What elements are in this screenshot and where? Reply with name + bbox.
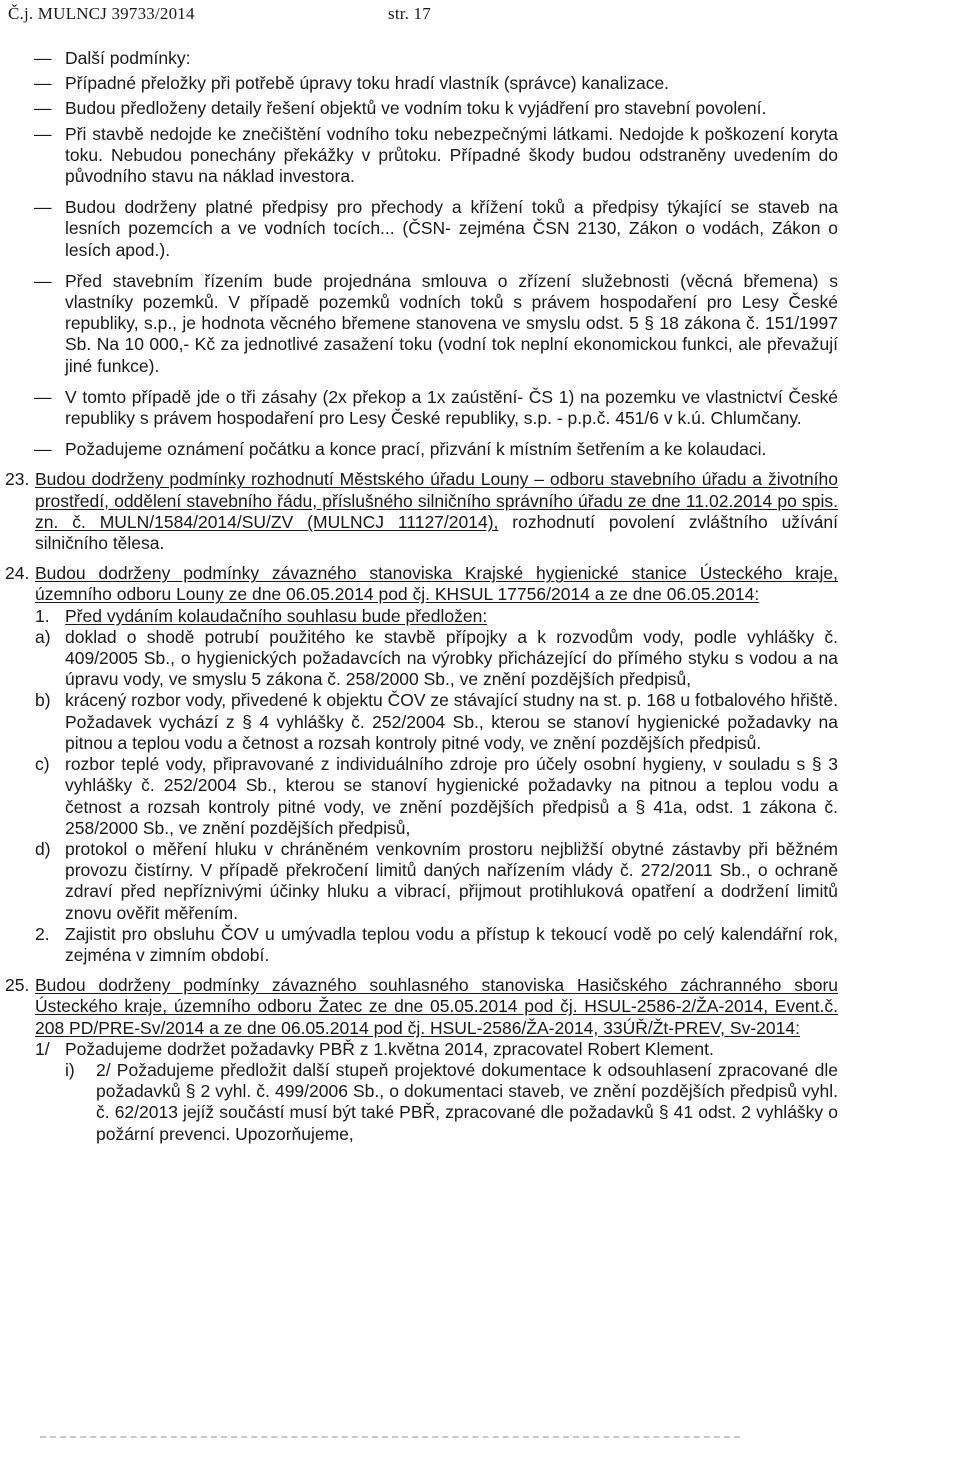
sub-item-label: d) (35, 838, 51, 859)
bullet-text: V tomto případě jde o tři zásahy (2x překop a 1x zaústění- ČS 1) na pozemku ve vlastnictví České republiky s právem hospodaření pro Lesy České republiky, s.p. - p.p.č. 451/6 v k.ú. Chlumčany. (65, 386, 838, 429)
sub-item-number: 1. (35, 605, 50, 626)
page-number: str. 17 (388, 4, 431, 23)
sub-item-label: 1/ (35, 1038, 50, 1059)
sub-item-d (0, 839, 960, 924)
sub-item-b (0, 690, 960, 754)
bullet-text: Požadujeme oznámení počátku a konce prací, přizvání k místním šetřením a ke kolaudaci. (65, 439, 767, 460)
sub-item-text: rozbor teplé vody, připravované z individuálního zdroje pro účely osobní hygieny, v souladu s § 3 vyhlášky č. 252/2004 Sb., kterou se stanoví hygienické požadavky na pitnou a teplou vodu a četnost a rozsah kontroly pitné vody, ve znění pozdějších předpisů a § 41a, odst. 1 zákona č. 258/2000 Sb., ve znění pozdějších předpisů, (65, 754, 838, 838)
document-body (0, 48, 960, 1145)
dash-marker: — (34, 123, 52, 144)
sub-item-1 (0, 1039, 960, 1060)
sub-item-a (0, 627, 960, 691)
bullet-text: Při stavbě nedojde ke znečištění vodního toku nebezpečnými látkami. Nedojde k poškození koryta toku. Nebudou ponechány překážky v průtoku. Případné škody budou odstraněny uvedením do původního stavu na náklad investora. (65, 123, 838, 187)
sub-item-text: 2/ Požadujeme předložit další stupeň projektové dokumentace k odsouhlasení zpracované dle požadavků § 2 vyhl. č. 499/2006 Sb., o dokumentaci staveb, ve znění pozdějších předpisů vyhl. č. 62/2013 jejíž součástí musí být také PBŘ, zpracované dle požadavků § 41 odst. 2 vyhlášky o požární prevenci. Upozorňujeme, (96, 1059, 838, 1144)
dash-marker: — (34, 386, 52, 407)
sub-item-label: b) (35, 690, 51, 711)
document-reference: Č.j. MULNCJ 39733/2014 (8, 4, 195, 23)
sub-item-text: protokol o měření hluku v chráněném venkovním prostoru nejbližší obytné zástavby při běžném provozu čistírny. V případě překročení limitů daných nařízením vlády č. 272/2011 Sb., o ochraně zdraví před nepříznivými účinky hluku a vibrací, přijmout protihluková opatření a dodržení limitů znovu ověřit měřením. (65, 838, 838, 923)
bullet-text: Budou předloženy detaily řešení objektů ve vodním toku k vyjádření pro stavební povolení. (65, 98, 767, 119)
page-header (8, 4, 908, 24)
bullet-item (0, 197, 960, 261)
bullet-text: Další podmínky: (65, 48, 191, 68)
bullet-item (0, 48, 960, 69)
sub-item-text: Požadujeme dodržet požadavky PBŘ z 1.května 2014, zpracovatel Robert Klement. (65, 1038, 714, 1059)
underlined-reference: Budou dodrženy podmínky rozhodnutí Městského úřadu Louny – odboru stavebního úřadu a životního prostředí, oddělení stavebního řádu, příslušného silničního správního úřadu ze dne 11.02.2014 po spis. zn. č. MULN/1584/2014/SU/ZV (MULNCJ 11127/2014), (35, 469, 838, 532)
sub-item-1 (0, 606, 960, 627)
item-text (35, 975, 838, 1039)
item-text-rest: rozhodnutí povolení zvláštního užívání silničního tělesa. (35, 511, 839, 554)
bullet-item (0, 271, 960, 377)
sub-item-text: Zajistit pro obsluhu ČOV u umývadla teplou vodu a přístup k tekoucí vodě po celý kalendářní rok, zejména v zimním období. (65, 923, 838, 965)
bullet-text: Budou dodrženy platné předpisy pro přechody a křížení toků a předpisy týkající se staveb na lesních pozemcích a ve vodních tocích... (ČSN- zejména ČSN 2130, Zákon o vodách, Zákon o lesích apod.). (65, 197, 838, 260)
sub-item-label: c) (35, 754, 50, 775)
sub-item-text: doklad o shodě potrubí použitého ke stavbě přípojky a k rozvodům vody, podle vyhlášky č. 409/2005 Sb., o hygienických požadavcích na výrobky přicházející do přímého styku s vodou a na úpravu vody, ve smyslu 5 zákona č. 258/2000 Sb., ve znění pozdějších předpisů, (65, 626, 838, 690)
sub-item-text: krácený rozbor vody, přivedené k objektu ČOV ze stávající studny na st. p. 168 u fotbalového hřiště. Požadavek vychází z § 4 vyhlášky č. 252/2004 Sb., kterou se stanoví hygienické požadavky na pitnou a teplou vodu a četnost a rozsah kontroly pitné vody, ve znění pozdějších předpisů. (65, 690, 839, 753)
sub-item-2 (0, 924, 960, 966)
dash-marker: — (34, 98, 52, 119)
sub-item-number: 2. (35, 923, 50, 944)
item-text (35, 563, 838, 605)
sub-item-i (0, 1060, 960, 1145)
sub-item-text (65, 606, 838, 627)
underlined-reference: Budou dodrženy podmínky závazného souhlasného stanoviska Hasičského záchranného sboru Ústeckého kraje, územního odboru Žatec ze dne 05.05.2014 pod čj. HSUL-2586-2/ŽA-2014, Event.č. 208 PD/PRE-Sv/2014 a ze dne 06.05.2014 pod čj. HSUL-2586/ŽA-2014, 33ÚŘ/Žt-PREV, Sv-2014: (35, 975, 838, 1038)
bullet-text: Případné přeložky při potřebě úpravy toku hradí vlastník (správce) kanalizace. (65, 73, 670, 94)
numbered-item-24 (0, 563, 960, 605)
sub-item-c (0, 754, 960, 839)
dash-marker: — (34, 270, 52, 291)
dash-marker: — (34, 439, 52, 460)
item-text (35, 469, 838, 554)
bullet-item (0, 387, 960, 429)
numbered-item-23 (0, 469, 960, 554)
dash-marker: — (34, 48, 52, 68)
bullet-text: Před stavebním řízením bude projednána smlouva o zřízení služebnosti (věcná břemena) s vlastníky pozemků. V případě pozemků vodních toků s právem hospodaření pro Lesy České republiky, s.p., je hodnota věcného břemene stanovena ve smyslu odst. 5 § 18 zákona č. 151/1997 Sb. Na 10 000,- Kč za jednotlivé zasažení toku (vodní tok neplní ekonomickou funkci, ale převažují jiné funkce). (65, 270, 838, 376)
underlined-reference: Budou dodrženy podmínky závazného stanoviska Krajské hygienické stanice Ústeckého kraje, územního odboru Louny ze dne 06.05.2014 pod čj. KHSUL 17756/2014 a ze dne 06.05.2014: (35, 563, 838, 605)
bullet-item (0, 73, 960, 94)
item-number: 24. (5, 563, 30, 584)
underlined-heading: Před vydáním kolaudačního souhlasu bude předložen: (65, 605, 488, 626)
sub-item-label: i) (65, 1059, 75, 1080)
page-bottom-artifact (40, 1436, 740, 1438)
sub-item-label: a) (35, 626, 51, 647)
dash-marker: — (34, 73, 52, 94)
bullet-item (0, 124, 960, 188)
bullet-item (0, 98, 960, 119)
bullet-item (0, 439, 960, 460)
numbered-item-25 (0, 975, 960, 1039)
item-number: 23. (5, 469, 30, 490)
item-number: 25. (5, 975, 30, 996)
dash-marker: — (34, 197, 52, 218)
